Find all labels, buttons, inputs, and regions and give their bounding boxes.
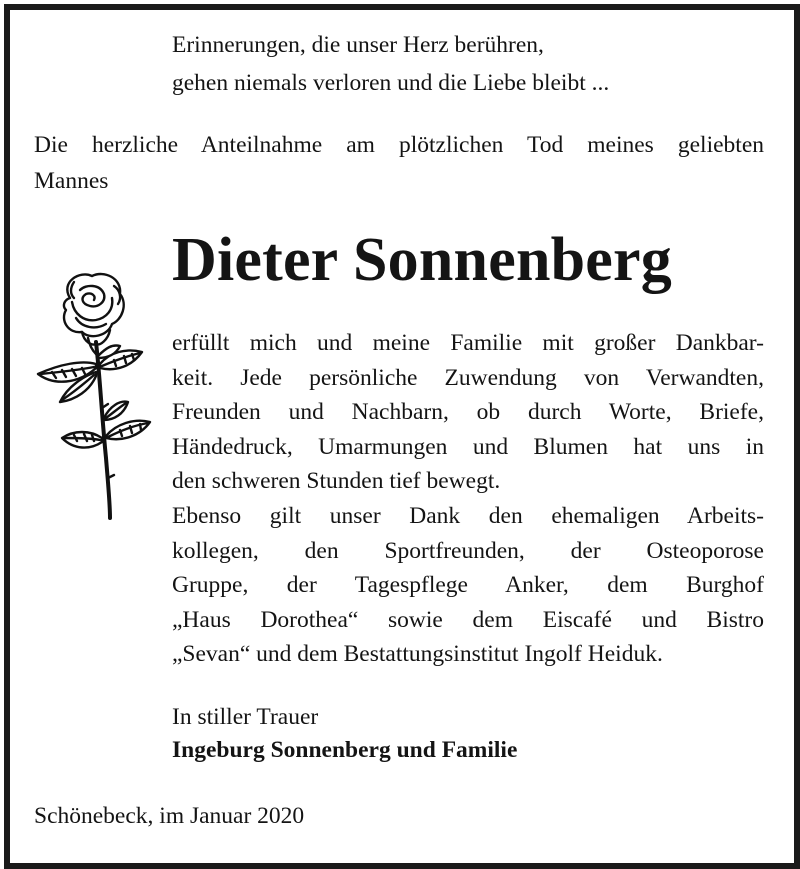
mourning-line: In stiller Trauer	[172, 704, 319, 730]
thanks-line-8: Gruppe, der Tagespflege Anker, dem Burghof	[172, 572, 764, 599]
thanks-line-10: „Sevan“ und dem Bestattungsinstitut Ingolf Heiduk.	[172, 641, 663, 668]
thanks-line-3: Freunden und Nachbarn, ob durch Worte, Briefe,	[172, 399, 764, 426]
intro-line-2: Mannes	[34, 168, 109, 194]
thanks-line-9: „Haus Dorothea“ sowie dem Eiscafé und Bistro	[172, 606, 764, 633]
quote-line-1: Erinnerungen, die unser Herz berühren,	[172, 32, 544, 58]
thanks-line-1: erfüllt mich und meine Familie mit großer Dankbar-	[172, 330, 764, 356]
quote-line-2: gehen niemals verloren und die Liebe bleibt ...	[172, 70, 610, 96]
family-signature: Ingeburg Sonnenberg und Familie	[172, 737, 518, 763]
thanks-line-5: den schweren Stunden tief bewegt.	[172, 468, 501, 495]
thanks-line-6: Ebenso gilt unser Dank den ehemaligen Arbeits-	[172, 502, 764, 529]
thanks-line-2: keit. Jede persönliche Zuwendung von Verwandten,	[172, 364, 764, 391]
place-date: Schönebeck, im Januar 2020	[34, 803, 305, 829]
thanks-paragraph	[172, 326, 764, 672]
deceased-name: Dieter Sonnenberg	[172, 226, 672, 294]
thanks-line-7: kollegen, den Sportfreunden, der Osteoporose	[172, 537, 764, 564]
thanks-line-4: Händedruck, Umarmungen und Blumen hat uns in	[172, 433, 764, 460]
intro-line-1: Die herzliche Anteilnahme am plötzlichen Tod meines geliebten	[34, 132, 764, 158]
rose-icon	[30, 268, 160, 520]
